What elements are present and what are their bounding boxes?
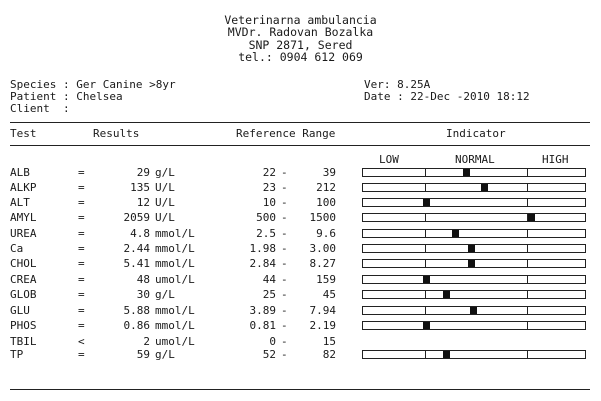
result-unit: g/L (155, 348, 175, 361)
result-value: 2 (143, 335, 150, 348)
indicator-divider (425, 244, 426, 253)
table-row (0, 228, 601, 240)
indicator-divider (527, 259, 528, 268)
result-value: 48 (136, 273, 150, 286)
reference-high: 100 (316, 196, 336, 209)
test-name: GLOB (10, 288, 37, 301)
indicator-bar (362, 229, 586, 238)
reference-low: 10 (262, 196, 276, 209)
result-unit: mmol/L (155, 227, 195, 240)
indicator-bar (362, 213, 586, 222)
test-name: GLU (10, 304, 30, 317)
table-row (0, 274, 601, 286)
result-operator: = (78, 227, 85, 240)
test-name: Ca (10, 242, 24, 255)
reference-dash: - (281, 166, 288, 179)
indicator-divider (425, 183, 426, 192)
indicator-bar (362, 183, 586, 192)
indicator-marker (443, 351, 450, 358)
reference-high: 8.27 (309, 257, 336, 270)
result-value: 5.41 (123, 257, 150, 270)
reference-low: 23 (262, 181, 276, 194)
table-row (0, 197, 601, 209)
indicator-divider (527, 183, 528, 192)
indicator-marker (528, 214, 535, 221)
reference-low: 0.81 (249, 319, 276, 332)
indicator-divider (527, 350, 528, 359)
reference-low: 3.89 (249, 304, 276, 317)
result-value: 30 (136, 288, 150, 301)
version-line: Ver: 8.25A (364, 78, 431, 91)
table-row (0, 182, 601, 194)
species-line: Species : Ger Canine >8yr (10, 78, 176, 91)
result-operator: = (78, 196, 85, 209)
test-name: ALKP (10, 181, 37, 194)
indicator-bar (362, 321, 586, 330)
reference-high: 15 (322, 335, 336, 348)
indicator-divider (527, 198, 528, 207)
table-row (0, 320, 601, 332)
result-unit: mmol/L (155, 304, 195, 317)
test-name: ALT (10, 196, 30, 209)
indicator-marker (468, 260, 475, 267)
reference-high: 2.19 (309, 319, 336, 332)
reference-dash: - (281, 273, 288, 286)
patient-line: Patient : Chelsea (10, 90, 123, 103)
test-name: ALB (10, 166, 30, 179)
result-value: 2059 (123, 211, 150, 224)
indicator-marker (463, 169, 470, 176)
result-operator: = (78, 348, 85, 361)
indicator-marker (481, 184, 488, 191)
reference-dash: - (281, 242, 288, 255)
result-unit: U/L (155, 211, 175, 224)
reference-dash: - (281, 319, 288, 332)
client-line: Client : (10, 102, 70, 115)
reference-dash: - (281, 288, 288, 301)
clinic-name: Veterinarna ambulancia (224, 13, 377, 27)
result-operator: = (78, 181, 85, 194)
result-value: 0.86 (123, 319, 150, 332)
reference-dash: - (281, 348, 288, 361)
indicator-marker (423, 276, 430, 283)
reference-dash: - (281, 304, 288, 317)
scale-low: LOW (379, 153, 399, 166)
table-row (0, 305, 601, 317)
reference-dash: - (281, 227, 288, 240)
top-rule (10, 122, 590, 123)
result-operator: = (78, 304, 85, 317)
col-test: Test (10, 127, 37, 140)
clinic-address: SNP 2871, Sered (248, 38, 353, 52)
indicator-divider (425, 259, 426, 268)
indicator-divider (425, 213, 426, 222)
clinic-doctor: MVDr. Radovan Bozalka (227, 25, 374, 39)
reference-high: 212 (316, 181, 336, 194)
result-operator: = (78, 242, 85, 255)
test-name: AMYL (10, 211, 37, 224)
result-value: 12 (136, 196, 150, 209)
result-unit: U/L (155, 181, 175, 194)
result-value: 59 (136, 348, 150, 361)
table-row (0, 349, 601, 361)
heading-rule (10, 145, 590, 146)
result-operator: = (78, 211, 85, 224)
table-row (0, 167, 601, 179)
reference-dash: - (281, 335, 288, 348)
indicator-divider (425, 350, 426, 359)
reference-high: 45 (322, 288, 336, 301)
table-row (0, 289, 601, 301)
indicator-divider (425, 168, 426, 177)
indicator-divider (527, 229, 528, 238)
reference-low: 2.84 (249, 257, 276, 270)
result-operator: < (78, 335, 85, 348)
result-unit: umol/L (155, 273, 195, 286)
indicator-bar (362, 275, 586, 284)
indicator-marker (443, 291, 450, 298)
date-line: Date : 22-Dec -2010 18:12 (364, 90, 530, 103)
reference-low: 500 (256, 211, 276, 224)
reference-dash: - (281, 257, 288, 270)
indicator-divider (425, 290, 426, 299)
result-value: 135 (130, 181, 150, 194)
result-value: 2.44 (123, 242, 150, 255)
test-name: UREA (10, 227, 37, 240)
indicator-divider (425, 229, 426, 238)
reference-low: 22 (262, 166, 276, 179)
indicator-bar (362, 306, 586, 315)
reference-dash: - (281, 196, 288, 209)
result-operator: = (78, 319, 85, 332)
indicator-divider (527, 244, 528, 253)
result-operator: = (78, 166, 85, 179)
reference-low: 52 (262, 348, 276, 361)
test-name: PHOS (10, 319, 37, 332)
indicator-bar (362, 290, 586, 299)
test-name: CREA (10, 273, 37, 286)
indicator-marker (423, 322, 430, 329)
result-unit: g/L (155, 166, 175, 179)
scale-high: HIGH (542, 153, 569, 166)
test-name: CHOL (10, 257, 37, 270)
reference-low: 0 (269, 335, 276, 348)
reference-high: 9.6 (316, 227, 336, 240)
indicator-divider (527, 168, 528, 177)
col-results: Results (93, 127, 140, 140)
clinic-phone: tel.: 0904 612 069 (238, 50, 363, 64)
result-value: 5.88 (123, 304, 150, 317)
reference-high: 7.94 (309, 304, 336, 317)
indicator-bar (362, 244, 586, 253)
col-indicator: Indicator (446, 127, 506, 140)
test-name: TBIL (10, 335, 37, 348)
scale-normal: NORMAL (455, 153, 495, 166)
result-operator: = (78, 273, 85, 286)
result-unit: umol/L (155, 335, 195, 348)
indicator-bar (362, 350, 586, 359)
result-value: 4.8 (130, 227, 150, 240)
bottom-rule (10, 389, 590, 390)
indicator-divider (527, 290, 528, 299)
table-row (0, 336, 601, 348)
indicator-divider (527, 275, 528, 284)
indicator-divider (527, 306, 528, 315)
reference-dash: - (281, 211, 288, 224)
result-operator: = (78, 257, 85, 270)
indicator-bar (362, 259, 586, 268)
result-unit: g/L (155, 288, 175, 301)
indicator-bar (362, 168, 586, 177)
test-name: TP (10, 348, 24, 361)
table-row (0, 258, 601, 270)
reference-dash: - (281, 181, 288, 194)
indicator-bar (362, 198, 586, 207)
result-value: 29 (136, 166, 150, 179)
reference-low: 2.5 (256, 227, 276, 240)
result-unit: mmol/L (155, 319, 195, 332)
table-row (0, 243, 601, 255)
result-unit: U/L (155, 196, 175, 209)
reference-high: 159 (316, 273, 336, 286)
reference-high: 82 (322, 348, 336, 361)
result-unit: mmol/L (155, 242, 195, 255)
indicator-divider (425, 306, 426, 315)
reference-low: 1.98 (249, 242, 276, 255)
reference-low: 25 (262, 288, 276, 301)
result-unit: mmol/L (155, 257, 195, 270)
indicator-marker (468, 245, 475, 252)
indicator-marker (423, 199, 430, 206)
reference-high: 3.00 (309, 242, 336, 255)
table-row (0, 212, 601, 224)
indicator-marker (470, 307, 477, 314)
reference-high: 39 (322, 166, 336, 179)
result-operator: = (78, 288, 85, 301)
indicator-divider (527, 321, 528, 330)
col-reference: Reference Range (236, 127, 336, 140)
reference-low: 44 (262, 273, 276, 286)
indicator-marker (452, 230, 459, 237)
reference-high: 1500 (309, 211, 336, 224)
